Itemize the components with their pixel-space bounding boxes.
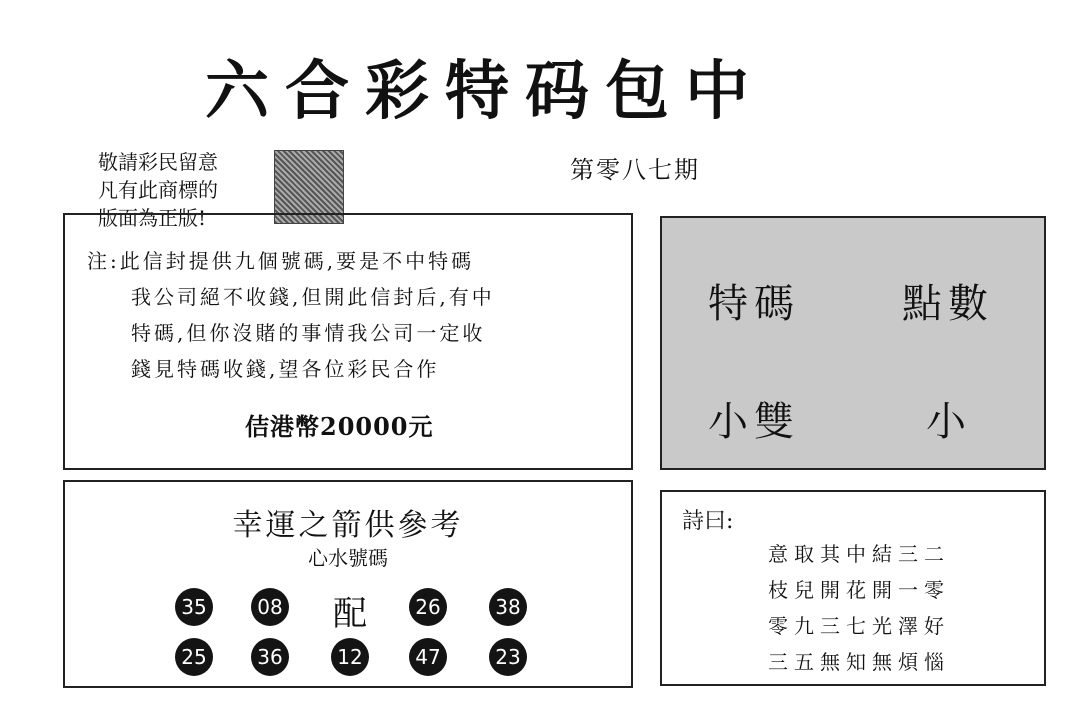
poem-text [768, 536, 950, 680]
note-text [87, 243, 495, 387]
lucky-title: 幸運之箭供參考 [232, 508, 464, 543]
poem-panel [660, 490, 1046, 686]
note-line: 我公司絕不收錢,但開此信封后,有中 [131, 285, 495, 309]
special-code-label: 特碼 [708, 281, 800, 327]
points-value: 小 [926, 399, 972, 445]
prize-amount: 佶港幣20000元 [245, 412, 434, 441]
special-code-panel [660, 216, 1046, 470]
number-ball: 08 [251, 588, 289, 626]
number-ball: 47 [409, 638, 447, 676]
special-code-value: 小雙 [708, 399, 800, 445]
number-ball: 26 [409, 588, 447, 626]
poem-line: 三五無知無煩惱 [768, 650, 950, 674]
note-line: 注:此信封提供九個號碼,要是不中特碼 [87, 249, 475, 273]
number-ball: 36 [251, 638, 289, 676]
notice-line: 凡有此商標的 [98, 178, 218, 202]
pair-label: 配 [333, 594, 367, 634]
note-line: 特碼,但你沒賭的事情我公司一定收 [131, 321, 486, 345]
page-title: 六合彩特码包中 [205, 55, 765, 129]
number-ball: 12 [331, 638, 369, 676]
issue-number: 第零八七期 [570, 156, 700, 184]
envelope-note-panel [63, 213, 633, 470]
points-label: 點數 [902, 281, 994, 327]
lucky-numbers-panel [63, 480, 633, 688]
poem-line: 意取其中結三二 [768, 542, 950, 566]
note-line: 錢見特碼收錢,望各位彩民合作 [131, 357, 440, 381]
lucky-subtitle: 心水號碼 [308, 546, 388, 570]
notice-line: 敬請彩民留意 [98, 150, 218, 174]
number-ball: 23 [489, 638, 527, 676]
number-ball: 25 [175, 638, 213, 676]
number-ball: 38 [489, 588, 527, 626]
poem-line: 零九三七光澤好 [768, 614, 950, 638]
poem-label: 詩曰: [682, 509, 734, 534]
number-ball: 35 [175, 588, 213, 626]
poem-line: 枝兒開花開一零 [768, 578, 950, 602]
notice-line: 版面為正版! [98, 206, 207, 230]
